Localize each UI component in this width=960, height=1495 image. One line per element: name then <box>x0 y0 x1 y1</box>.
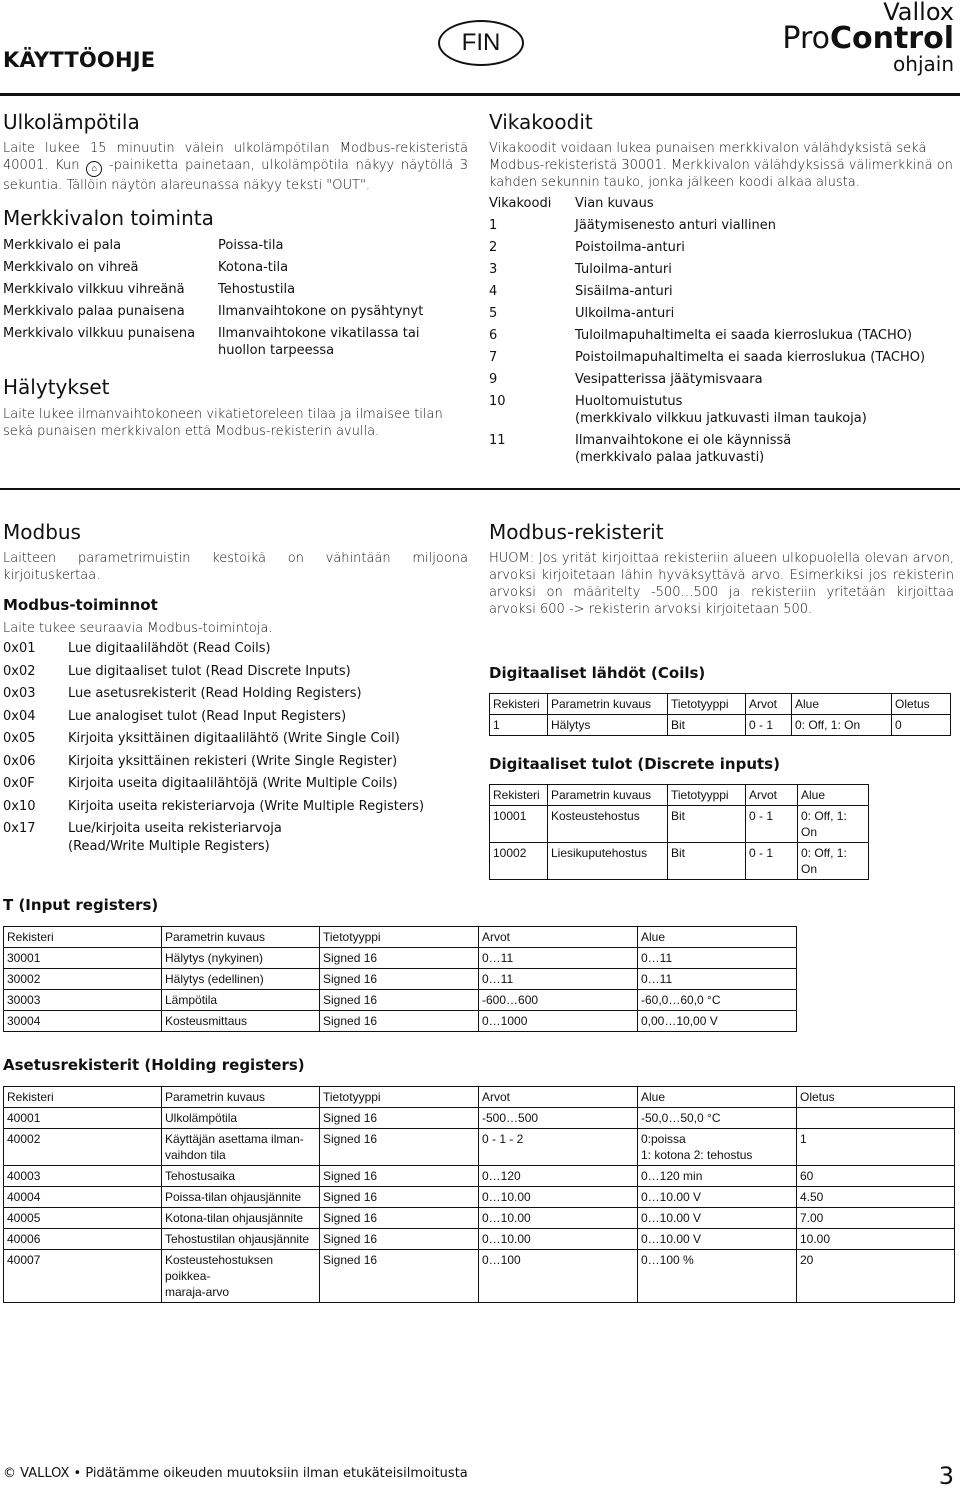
section-title-merkkivalo: Merkkivalon toiminta <box>3 206 214 230</box>
error-code: 7 <box>489 350 498 365</box>
table-row <box>4 1129 955 1166</box>
modbus-function-row <box>3 640 468 658</box>
function-code: 0x01 <box>3 641 36 656</box>
table-row <box>4 1108 955 1129</box>
modbus-function-row <box>3 753 468 771</box>
vikakoodit-list <box>489 217 954 466</box>
header-divider <box>0 93 960 96</box>
page-number: 3 <box>938 1462 954 1490</box>
table-cell: 0…11 <box>479 948 638 969</box>
holding-registers-table <box>3 1086 955 1303</box>
table-cell: Hälytys (nykyinen) <box>162 948 320 969</box>
table-cell: Signed 16 <box>320 1129 479 1166</box>
table-cell: Signed 16 <box>320 1166 479 1187</box>
merkkivalo-row <box>3 301 468 323</box>
table-cell: 0…11 <box>638 969 797 990</box>
modbus-rekisterit-section <box>489 520 954 618</box>
table-cell <box>797 1108 955 1129</box>
table-header-cell: Alue <box>798 785 869 806</box>
table-cell: 30003 <box>4 990 162 1011</box>
ulkolampotila-text: Laite lukee 15 minuutin välein ulkolämpötilan Modbus-rekisteristä 40001. Kun ⌂ -painiketta painetaan, ulkolämpötila näkyy näytöllä 3 sekuntia. Tällöin näytön alareunassa näkyy teksti "OUT". <box>3 141 469 193</box>
table-header-cell: Tietotyyppi <box>320 1087 479 1108</box>
table-cell: 10002 <box>490 843 548 880</box>
table-row <box>4 1166 955 1187</box>
table-cell: Signed 16 <box>320 1011 479 1032</box>
modbus-functions-list <box>3 640 468 856</box>
merkkivalo-row <box>3 279 468 301</box>
led-meaning: Kotona-tila <box>218 260 289 275</box>
error-code: 5 <box>489 306 498 321</box>
table-header-cell: Rekisteri <box>4 1087 162 1108</box>
table-cell: 40005 <box>4 1208 162 1229</box>
section-title-modbus: Modbus <box>3 520 81 544</box>
table-cell: 0…100 % <box>638 1250 797 1303</box>
table-row <box>490 715 951 736</box>
error-code: 3 <box>489 262 498 277</box>
section-title-modbus-rekisterit: Modbus-rekisterit <box>489 520 664 544</box>
error-code: 11 <box>489 433 506 448</box>
modbus-function-row <box>3 730 468 748</box>
table-header-cell: Tietotyyppi <box>320 927 479 948</box>
logo-sub: ohjain <box>893 52 954 76</box>
table-cell: Signed 16 <box>320 1187 479 1208</box>
error-description: Huoltomuistutus (merkkivalo vilkkuu jatkuvasti ilman taukoja) <box>575 394 867 426</box>
home-button-icon: ⌂ <box>86 161 102 177</box>
table-cell: 0,00…10,00 V <box>638 1011 797 1032</box>
halytykset-text: Laite lukee ilmanvaihtokoneen vikatietoreleen tilaa ja ilmaisee tilan sekä punaisen merkkivalon että Modbus-rekisterin avulla. <box>3 407 443 439</box>
function-code: 0x04 <box>3 708 36 724</box>
table-header-cell: Alue <box>638 927 797 948</box>
table-row <box>4 1187 955 1208</box>
table-row <box>4 1208 955 1229</box>
modbus-function-row <box>3 708 468 726</box>
table-cell: 60 <box>797 1166 955 1187</box>
table-cell: 0:poissa 1: kotona 2: tehostus <box>638 1129 797 1166</box>
modbus-section <box>3 520 468 861</box>
table-cell: 0…11 <box>479 969 638 990</box>
document-title: KÄYTTÖOHJE <box>3 48 156 72</box>
language-badge: FIN <box>438 20 524 66</box>
error-description: Tuloilma-anturi <box>575 262 672 277</box>
section-title-halytykset: Hälytykset <box>3 375 110 399</box>
error-description: Ulkoilma-anturi <box>575 306 675 321</box>
table-cell: 0…120 min <box>638 1166 797 1187</box>
table-cell: -60,0…60,0 °C <box>638 990 797 1011</box>
function-code: 0x03 <box>3 686 36 701</box>
table-cell: 10001 <box>490 806 548 843</box>
led-state: Merkkivalo ei pala <box>3 238 122 253</box>
table-row <box>490 806 869 843</box>
table-header-row <box>4 1087 955 1108</box>
table-cell: 40004 <box>4 1187 162 1208</box>
table-cell: Käyttäjän asettama ilman- vaihdon tila <box>162 1129 320 1166</box>
section-title-vikakoodit: Vikakoodit <box>489 110 593 134</box>
error-code: 1 <box>489 218 498 233</box>
table-cell: 10.00 <box>797 1229 955 1250</box>
table-cell: Signed 16 <box>320 1250 479 1303</box>
error-code-row <box>489 327 954 344</box>
error-description: Vesipatterissa jäätymisvaara <box>575 372 763 387</box>
error-code: 4 <box>489 284 498 299</box>
table-cell: 40006 <box>4 1229 162 1250</box>
table-cell: 0 - 1 <box>746 806 798 843</box>
discrete-section <box>489 755 954 880</box>
coils-section <box>489 664 954 736</box>
error-code-row <box>489 371 954 388</box>
merkkivalo-list <box>3 235 468 359</box>
function-description: Kirjoita useita rekisteriarvoja (Write Multiple Registers) <box>68 798 425 814</box>
error-code: 2 <box>489 240 498 255</box>
table-header-cell: Arvot <box>746 785 798 806</box>
discrete-title: Digitaaliset tulot (Discrete inputs) <box>489 755 780 773</box>
table-cell: 40001 <box>4 1108 162 1129</box>
led-meaning: Tehostustila <box>218 282 296 297</box>
table-header-cell: Rekisteri <box>490 785 548 806</box>
led-state: Merkkivalo vilkkuu punaisena <box>3 326 196 341</box>
modbus-function-row <box>3 798 468 816</box>
vikakoodit-section <box>489 110 954 471</box>
led-meaning: Poissa-tila <box>218 238 284 253</box>
table-cell: Signed 16 <box>320 1208 479 1229</box>
table-cell: 40003 <box>4 1166 162 1187</box>
function-description: Lue asetusrekisterit (Read Holding Registers) <box>68 686 362 701</box>
error-code: 9 <box>489 372 498 387</box>
led-meaning: Ilmanvaihtokone vikatilassa tai huollon tarpeessa <box>218 326 420 358</box>
function-description: Lue digitaaliset tulot (Read Discrete Inputs) <box>68 663 351 679</box>
table-cell: 0…10.00 <box>479 1229 638 1250</box>
table-cell: 0…11 <box>638 948 797 969</box>
function-description: Lue digitaalilähdöt (Read Coils) <box>68 641 271 656</box>
input-registers-table <box>3 926 797 1032</box>
table-cell: 30001 <box>4 948 162 969</box>
table-header-cell: Parametrin kuvaus <box>548 785 668 806</box>
table-cell: 1 <box>490 715 548 736</box>
table-row <box>4 1250 955 1303</box>
table-cell: Kotona-tilan ohjausjännite <box>162 1208 320 1229</box>
table-row <box>4 1229 955 1250</box>
table-cell: 0: Off, 1: On <box>798 843 869 880</box>
function-description: Kirjoita yksittäinen rekisteri (Write Single Register) <box>68 753 398 769</box>
table-cell: 0…10.00 <box>479 1187 638 1208</box>
table-cell: 0…10.00 <box>479 1208 638 1229</box>
logo-brand: Vallox <box>883 0 954 26</box>
table-cell: -600…600 <box>479 990 638 1011</box>
table-cell: Signed 16 <box>320 1108 479 1129</box>
table-header-row <box>490 694 951 715</box>
footer-text: © VALLOX • Pidätämme oikeuden muutoksiin ilman etukäteisilmoitusta <box>3 1466 468 1481</box>
table-cell: Kosteusmittaus <box>162 1011 320 1032</box>
table-cell: 30004 <box>4 1011 162 1032</box>
table-cell: Hälytys <box>548 715 668 736</box>
function-description: Kirjoita useita digitaalilähtöjä (Write Multiple Coils) <box>68 776 398 791</box>
table-cell: 4.50 <box>797 1187 955 1208</box>
table-cell: 0: Off, 1: On <box>792 715 892 736</box>
input-registers-title: T (Input registers) <box>3 896 159 914</box>
table-header-cell: Tietotyyppi <box>668 785 746 806</box>
table-cell: Bit <box>668 806 746 843</box>
function-code: 0x02 <box>3 663 36 679</box>
error-code: 6 <box>489 328 498 343</box>
merkkivalo-section <box>3 206 468 359</box>
ulkolampotila-section <box>3 110 468 194</box>
error-code-row <box>489 261 954 278</box>
table-cell: 0…10.00 V <box>638 1187 797 1208</box>
table-cell: 0 - 1 <box>746 715 792 736</box>
table-header-cell: Rekisteri <box>4 927 162 948</box>
function-code: 0x05 <box>3 731 36 746</box>
error-code-row <box>489 432 954 466</box>
table-cell: 0…1000 <box>479 1011 638 1032</box>
input-registers-section <box>3 896 955 1032</box>
table-row <box>4 990 797 1011</box>
vikakoodit-text: Vikakoodit voidaan lukea punaisen merkkivalon välähdyksistä sekä Modbus-rekisteristä 30001. Merkkivalon välähdyksissä välimerkkinä on kahden sekunnin tauko, jonka jälkeen koodi alkaa alusta. <box>489 141 953 190</box>
table-cell: 0…10.00 V <box>638 1229 797 1250</box>
modbus-function-row <box>3 685 468 703</box>
led-meaning: Ilmanvaihtokone on pysähtynyt <box>218 304 424 319</box>
table-cell: Hälytys (edellinen) <box>162 969 320 990</box>
table-header-cell: Parametrin kuvaus <box>162 927 320 948</box>
error-code-row <box>489 349 954 366</box>
table-cell: Lämpötila <box>162 990 320 1011</box>
table-header-row <box>490 785 869 806</box>
error-code-row <box>489 217 954 234</box>
error-description: Tuloilmapuhaltimelta ei saada kierroslukua (TACHO) <box>575 328 913 343</box>
table-header-cell: Parametrin kuvaus <box>162 1087 320 1108</box>
logo-product: ProControl <box>782 21 954 56</box>
table-header-cell: Rekisteri <box>490 694 548 715</box>
modbus-functions-intro: Laite tukee seuraavia Modbus-toimintoja. <box>3 621 273 636</box>
table-cell: 0 - 1 - 2 <box>479 1129 638 1166</box>
table-row <box>4 1011 797 1032</box>
table-cell: -50,0…50,0 °C <box>638 1108 797 1129</box>
section-divider <box>0 488 960 490</box>
table-cell: Signed 16 <box>320 969 479 990</box>
modbus-function-row <box>3 775 468 793</box>
led-state: Merkkivalo palaa punaisena <box>3 304 185 319</box>
table-header-cell: Alue <box>792 694 892 715</box>
table-cell: Tehostusaika <box>162 1166 320 1187</box>
modbus-function-row <box>3 820 468 856</box>
table-cell: Bit <box>668 715 746 736</box>
table-header-row <box>4 927 797 948</box>
merkkivalo-row <box>3 257 468 279</box>
function-code: 0x0F <box>3 776 35 791</box>
table-header-cell: Tietotyyppi <box>668 694 746 715</box>
halytykset-section <box>3 375 468 440</box>
table-header-cell: Arvot <box>746 694 792 715</box>
led-state: Merkkivalo vilkkuu vihreänä <box>3 282 185 297</box>
holding-registers-section <box>3 1056 955 1303</box>
table-cell: Kosteustehostus <box>548 806 668 843</box>
table-cell: 20 <box>797 1250 955 1303</box>
table-row <box>4 969 797 990</box>
table-header-cell: Alue <box>638 1087 797 1108</box>
error-code-row <box>489 305 954 322</box>
merkkivalo-row <box>3 235 468 257</box>
modbus-text: Laitteen parametrimuistin kestoikä on vähintään miljoona kirjoituskertaa. <box>3 551 468 583</box>
table-cell: 0…120 <box>479 1166 638 1187</box>
table-header-cell: Arvot <box>479 1087 638 1108</box>
table-header-cell: Oletus <box>892 694 951 715</box>
error-description: Jäätymisenesto anturi viallinen <box>575 218 777 233</box>
discrete-table <box>489 784 869 880</box>
table-cell: 7.00 <box>797 1208 955 1229</box>
modbus-rekisterit-text: HUOM: Jos yrität kirjoittaa rekisteriin alueen ulkopuolella olevan arvon, arvoksi kirjoitetaan lähin hyväksyttävä arvo. Esimerkiksi jos rekisterin arvoksi on määritelty -500…500 ja rekisteriin yritetään kirjoittaa arvoksi 600 -> rekisterin arvoksi kirjoitetaan 500. <box>489 551 954 617</box>
function-code: 0x06 <box>3 753 36 769</box>
table-row <box>490 843 869 880</box>
function-description: Kirjoita yksittäinen digitaalilähtö (Write Single Coil) <box>68 731 400 746</box>
table-cell: Ulkolämpötila <box>162 1108 320 1129</box>
table-header-cell: Oletus <box>797 1087 955 1108</box>
holding-registers-title: Asetusrekisterit (Holding registers) <box>3 1056 305 1074</box>
table-cell: Tehostustilan ohjausjännite <box>162 1229 320 1250</box>
error-code: 10 <box>489 394 506 409</box>
coils-table <box>489 693 951 736</box>
merkkivalo-row <box>3 323 468 359</box>
function-description: Lue analogiset tulot (Read Input Registers) <box>68 708 347 724</box>
table-header-cell: Arvot <box>479 927 638 948</box>
error-code-row <box>489 393 954 427</box>
error-description: Poistoilma-anturi <box>575 240 685 255</box>
table-cell: 0…100 <box>479 1250 638 1303</box>
table-cell: 40002 <box>4 1129 162 1166</box>
error-description: Sisäilma-anturi <box>575 284 673 299</box>
section-title-ulkolampotila: Ulkolämpötila <box>3 110 140 134</box>
led-state: Merkkivalo on vihreä <box>3 260 139 275</box>
error-description: Poistoilmapuhaltimelta ei saada kierroslukua (TACHO) <box>575 350 926 365</box>
table-cell: Signed 16 <box>320 990 479 1011</box>
vallox-logo <box>782 0 954 74</box>
table-cell: 1 <box>797 1129 955 1166</box>
table-cell: Poissa-tilan ohjausjännite <box>162 1187 320 1208</box>
table-cell: 30002 <box>4 969 162 990</box>
table-header-cell: Parametrin kuvaus <box>548 694 668 715</box>
error-code-row <box>489 239 954 256</box>
function-code: 0x17 <box>3 821 36 836</box>
vikakoodit-header: Vikakoodi Vian kuvaus <box>489 196 654 211</box>
modbus-function-row <box>3 663 468 681</box>
modbus-functions-title: Modbus-toiminnot <box>3 596 158 614</box>
table-cell: Bit <box>668 843 746 880</box>
error-description: Ilmanvaihtokone ei ole käynnissä (merkkivalo palaa jatkuvasti) <box>575 433 792 465</box>
table-cell: 0 - 1 <box>746 843 798 880</box>
table-cell: 40007 <box>4 1250 162 1303</box>
table-cell: Signed 16 <box>320 948 479 969</box>
table-cell: 0…10.00 V <box>638 1208 797 1229</box>
error-code-row <box>489 283 954 300</box>
table-cell: Liesikuputehostus <box>548 843 668 880</box>
table-cell: Kosteustehostuksen poikkea- maraja-arvo <box>162 1250 320 1303</box>
table-cell: -500…500 <box>479 1108 638 1129</box>
table-cell: 0 <box>892 715 951 736</box>
function-description: Lue/kirjoita useita rekisteriarvoja (Read/Write Multiple Registers) <box>68 821 282 854</box>
table-cell: 0: Off, 1: On <box>798 806 869 843</box>
table-row <box>4 948 797 969</box>
table-cell: Signed 16 <box>320 1229 479 1250</box>
coils-title: Digitaaliset lähdöt (Coils) <box>489 664 706 682</box>
function-code: 0x10 <box>3 798 36 814</box>
